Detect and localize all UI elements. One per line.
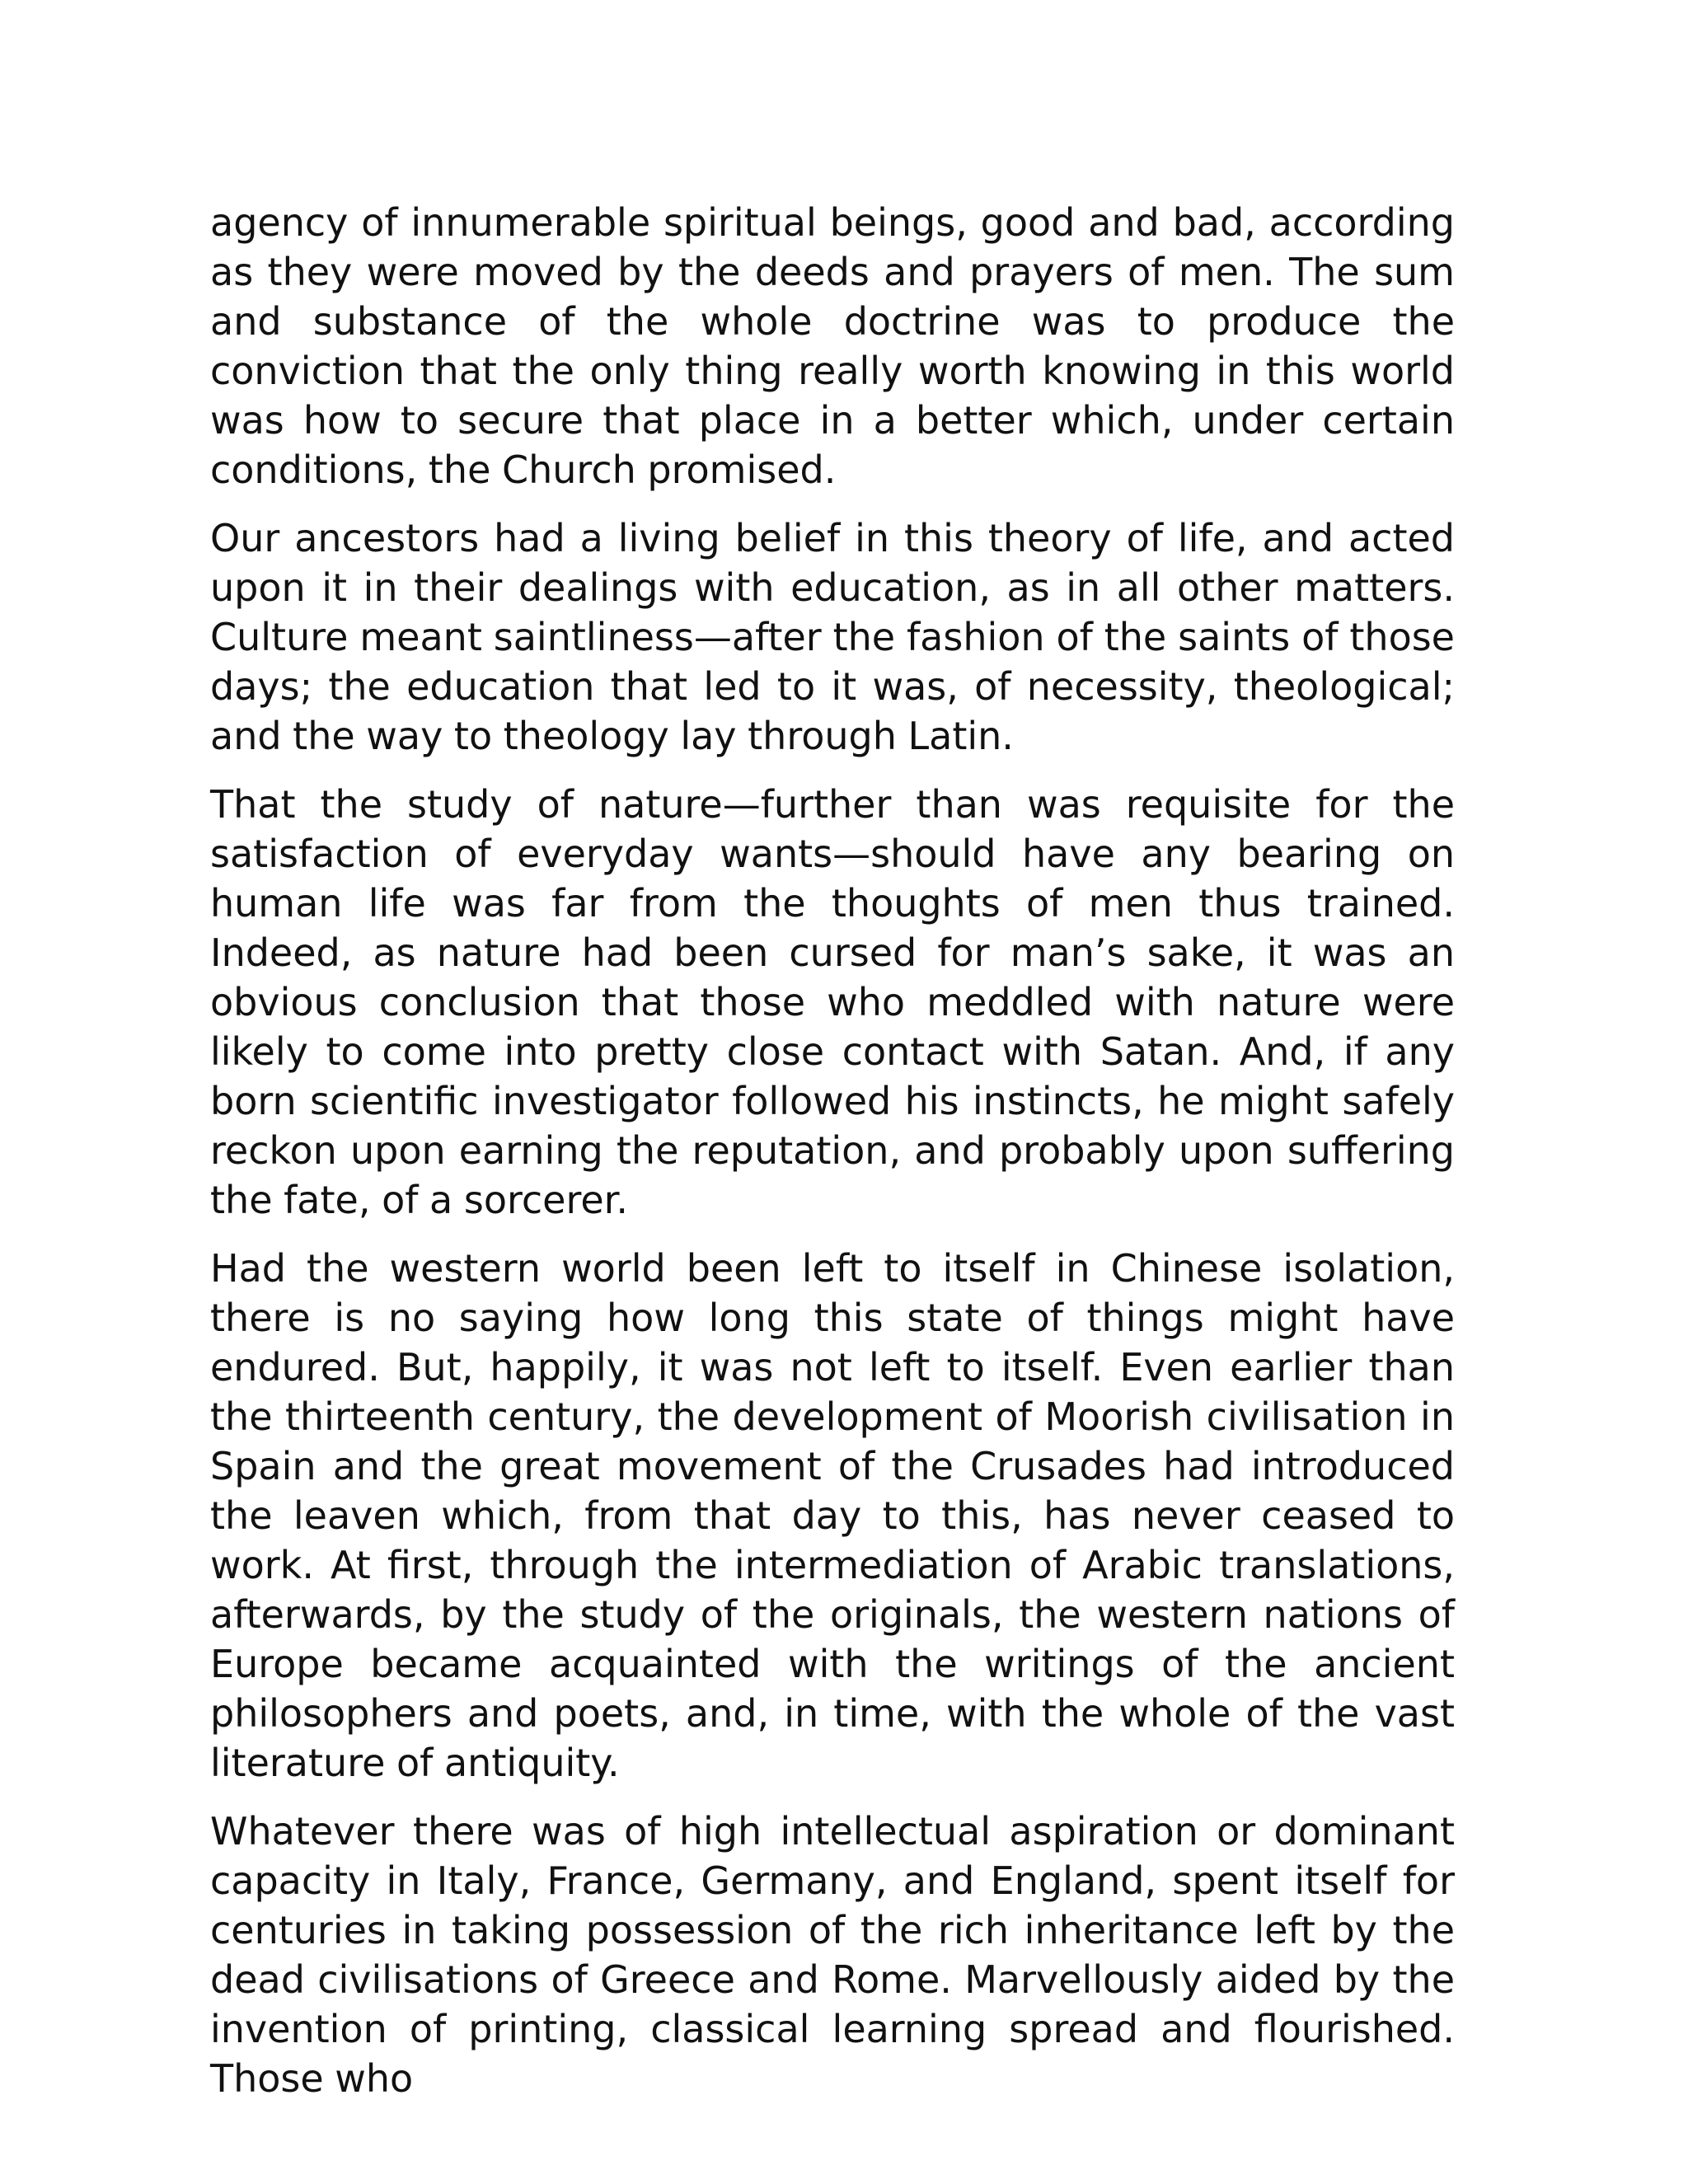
paragraph-1: agency of innumerable spiritual beings, good and bad, according as they were moved by the deeds and prayers of men. The sum and substance of the whole doctrine was to produce the conviction that the only thing really worth knowing in this world was how to secure that place in a better which, under certain conditions, the Church promised. — [210, 200, 1455, 492]
paragraph-2: Our ancestors had a living belief in this theory of life, and acted upon it in their dealings with education, as in all other matters. Culture meant saintliness—after the fashion of the saints of those days; the education that led to it was, of necessity, theological; and the way to theology lay through Latin. — [210, 516, 1455, 758]
paragraph-4: Had the western world been left to itself in Chinese isolation, there is no saying how long this state of things might have endured. But, happily, it was not left to itself. Even earlier than the thirteenth century, the development of Moorish civilisation in Spain and the great movement of the Crusades had introduced the leaven which, from that day to this, has never ceased to work. At first, through the intermediation of Arabic translations, afterwards, by the study of the originals, the western nations of Europe became acquainted with the writings of the ancient philosophers and poets, and, in time, with the whole of the vast literature of antiquity. — [210, 1246, 1455, 1785]
paragraph-5: Whatever there was of high intellectual aspiration or dominant capacity in Italy, France, Germany, and England, spent itself for centuries in taking possession of the rich inheritance left by the dead civilisations of Greece and Rome. Marvellously aided by the invention of printing, classical learning spread and flourished. Those who — [210, 1809, 1455, 2101]
body-text — [210, 198, 1455, 2122]
paragraph-3: That the study of nature—further than was requisite for the satisfaction of everyday wants—should have any bearing on human life was far from the thoughts of men thus trained. Indeed, as nature had been cursed for man’s sake, it was an obvious conclusion that those who meddled with nature were likely to come into pretty close contact with Satan. And, if any born scientific investigator followed his instincts, he might safely reckon upon earning the reputation, and probably upon suffering the fate, of a sorcerer. — [210, 782, 1455, 1222]
